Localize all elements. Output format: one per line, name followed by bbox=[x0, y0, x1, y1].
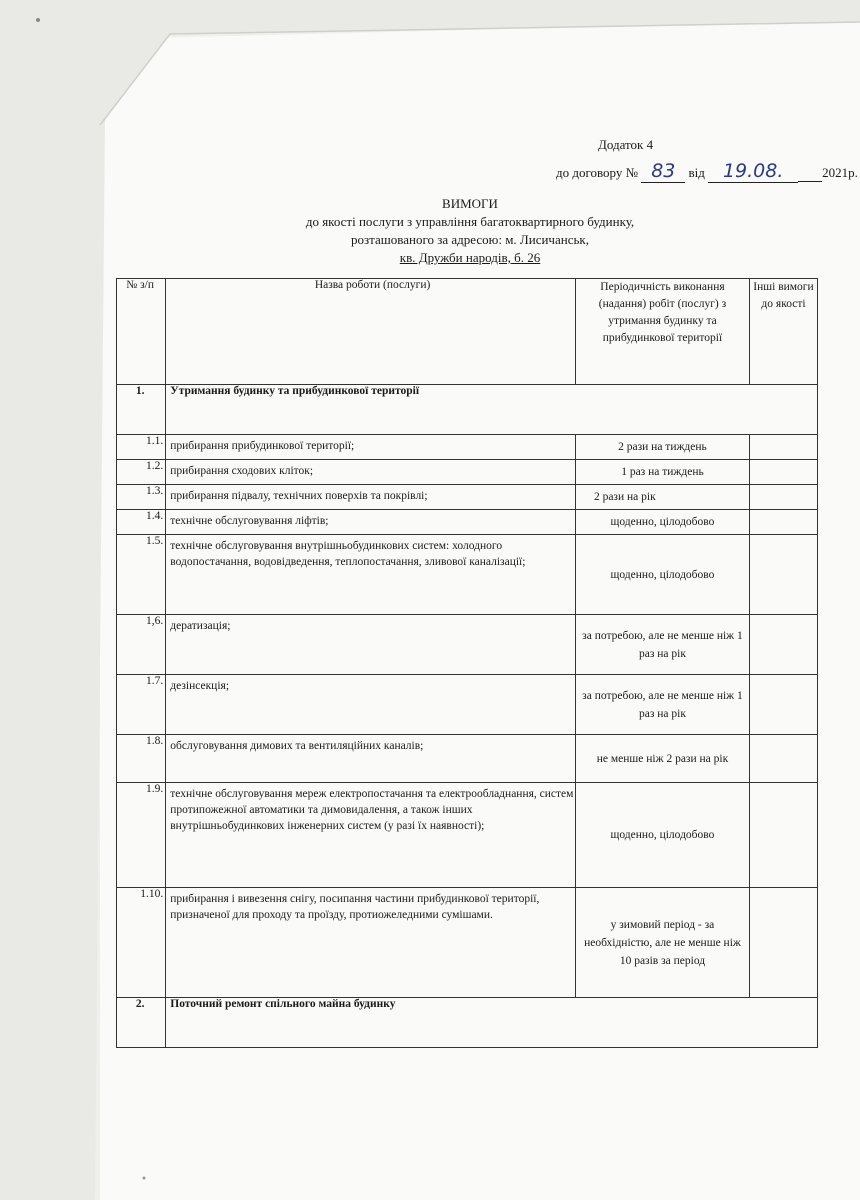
row-frequency: щоденно, цілодобово bbox=[610, 829, 715, 841]
contract-date: 19.08. bbox=[708, 160, 798, 183]
row-name: прибирання прибудинкової території; bbox=[170, 440, 355, 452]
table-row bbox=[117, 783, 818, 888]
row-frequency: 2 рази на рік bbox=[593, 491, 656, 503]
row-name: технічне обслуговування ліфтів; bbox=[170, 515, 329, 527]
row-frequency: 2 рази на тиждень bbox=[618, 441, 707, 453]
row-number: 1.3. bbox=[117, 485, 166, 510]
row-other bbox=[749, 783, 817, 888]
contract-line bbox=[556, 160, 858, 183]
row-frequency: за потребою, але не менше ніж 1 раз на рік bbox=[582, 629, 743, 660]
section-1-row bbox=[117, 385, 818, 435]
row-other bbox=[749, 888, 817, 998]
row-name: обслуговування димових та вентиляційних каналів; bbox=[170, 740, 424, 752]
row-other bbox=[749, 535, 817, 615]
row-name: прибирання підвалу, технічних поверхів та покрівлі; bbox=[170, 490, 428, 502]
row-number: 1.9. bbox=[117, 783, 166, 888]
row-number: 1.10. bbox=[117, 888, 166, 998]
row-frequency: 1 раз на тиждень bbox=[621, 466, 704, 478]
row-number: 1.2. bbox=[117, 460, 166, 485]
row-frequency: щоденно, цілодобово bbox=[610, 568, 715, 581]
table-row bbox=[117, 735, 818, 783]
row-frequency: щоденно, цілодобово bbox=[610, 516, 715, 528]
table-row bbox=[117, 435, 818, 460]
section-1-number: 1. bbox=[117, 385, 166, 435]
table-row bbox=[117, 460, 818, 485]
row-frequency: за потребою, але не менше ніж 1 раз на рік bbox=[582, 689, 743, 720]
table-row bbox=[117, 888, 818, 998]
section-2-row bbox=[117, 998, 818, 1048]
row-frequency: не менше ніж 2 рази на рік bbox=[596, 752, 729, 765]
row-name: технічне обслуговування внутрішньобудинкових систем: холодного водопостачання, водовідведення, теплопостачання, зливової каналізації; bbox=[170, 540, 526, 568]
row-other bbox=[749, 735, 817, 783]
header-name: Назва роботи (послуги) bbox=[166, 279, 576, 385]
title-line-3: кв. Дружби народів, б. 26 bbox=[399, 250, 541, 265]
row-other bbox=[749, 460, 817, 485]
row-other bbox=[749, 485, 817, 510]
contract-number: 83 bbox=[641, 160, 685, 183]
contract-date-prefix: від bbox=[688, 165, 705, 180]
row-number: 1.7. bbox=[117, 675, 166, 735]
document-title: ВИМОГИ bbox=[442, 196, 498, 211]
row-name: прибирання сходових кліток; bbox=[170, 465, 314, 477]
table-row bbox=[117, 485, 818, 510]
addendum-label: Додаток 4 bbox=[598, 137, 654, 152]
requirements-table bbox=[116, 278, 818, 1048]
table-row bbox=[117, 675, 818, 735]
header-frequency: Періодичність виконання (надання) робіт (послуг) з утримання будинку та прибудинкової території bbox=[575, 279, 749, 385]
row-other bbox=[749, 510, 817, 535]
row-number: 1.4. bbox=[117, 510, 166, 535]
row-name: дезінсекція; bbox=[170, 680, 230, 692]
table-header-row bbox=[117, 279, 818, 385]
row-other bbox=[749, 615, 817, 675]
row-frequency: у зимовий період - за необхідністю, але не менше ніж 10 разів за період bbox=[584, 918, 741, 967]
row-number: 1,6. bbox=[117, 615, 166, 675]
section-2-title: Поточний ремонт спільного майна будинку bbox=[166, 998, 818, 1048]
title-line-2: розташованого за адресою: м. Лисичанськ, bbox=[351, 232, 589, 247]
row-number: 1.1. bbox=[117, 435, 166, 460]
title-line-1: до якості послуги з управління багатоквартирного будинку, bbox=[305, 214, 635, 229]
section-1-title: Утримання будинку та прибудинкової території bbox=[166, 385, 818, 435]
row-number: 1.5. bbox=[117, 535, 166, 615]
contract-prefix: до договору № bbox=[556, 165, 639, 180]
section-2-number: 2. bbox=[117, 998, 166, 1048]
row-name: технічне обслуговування мереж електропостачання та електрообладнання, систем протипожежної автоматики та димовидалення, а також інших внутрішньобудинкових інженерних систем (у разі їх наявності); bbox=[170, 788, 574, 832]
row-name: прибирання і вивезення снігу, посипання частини прибудинкової території, призначеної для проходу та проїзду, протиожеледними сумішами. bbox=[170, 893, 540, 921]
header-other: Інші вимоги до якості bbox=[749, 279, 817, 385]
row-name: дератизація; bbox=[170, 620, 231, 632]
row-other bbox=[749, 675, 817, 735]
row-number: 1.8. bbox=[117, 735, 166, 783]
contract-year: 2021р. bbox=[822, 165, 858, 180]
table-row bbox=[117, 535, 818, 615]
row-other bbox=[749, 435, 817, 460]
table-row bbox=[117, 510, 818, 535]
table-row bbox=[117, 615, 818, 675]
header-number: № з/п bbox=[117, 279, 166, 385]
